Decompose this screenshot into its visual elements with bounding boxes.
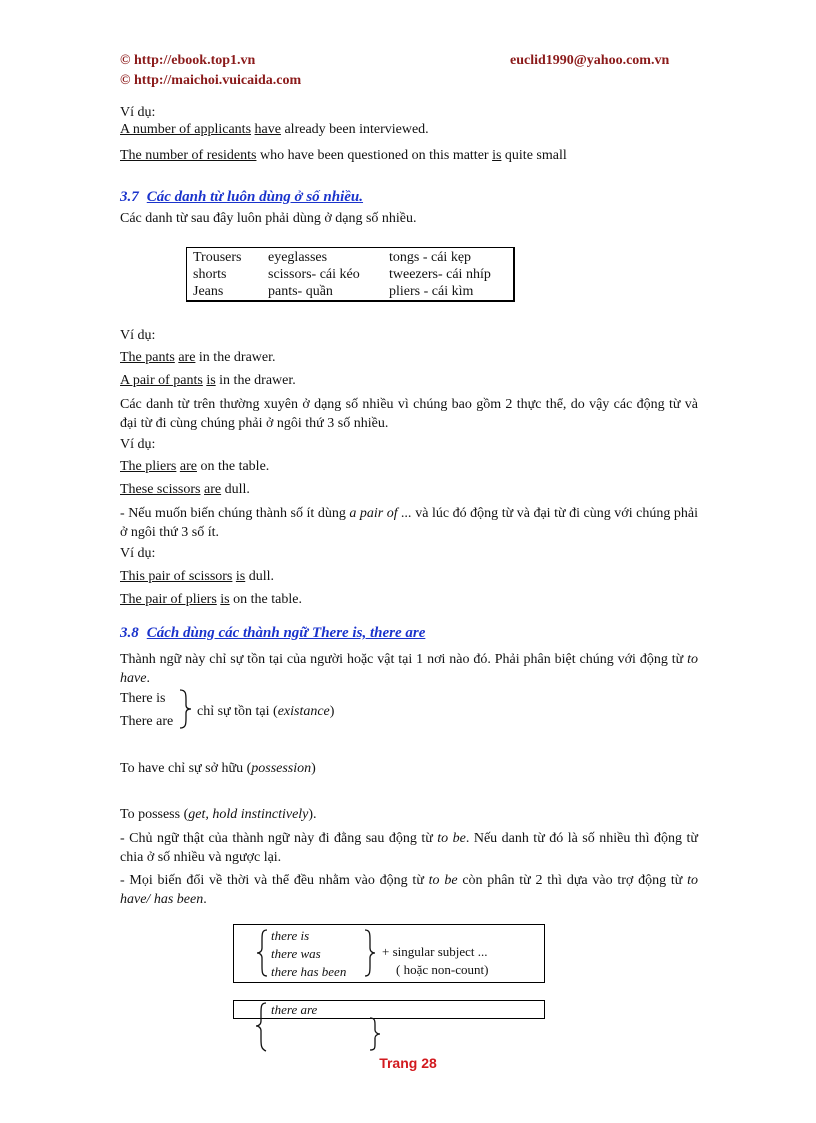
box2-item: there are xyxy=(271,1002,318,1017)
page-number: Trang 28 xyxy=(379,1055,437,1071)
table-cell: scissors- cái kéo xyxy=(268,267,360,282)
paragraph: Thành ngữ này chỉ sự tồn tại của người hoặc vật tại 1 nơi nào đó. Phải phân biệt chúng với động từ to have. xyxy=(120,652,698,686)
to-possess-text: To possess (get, hold instinctively). xyxy=(120,807,317,822)
section-lead: Các danh từ sau đây luôn phải dùng ở dạng số nhiều. xyxy=(120,211,417,226)
paragraph: Các danh từ trên thường xuyên ở dạng số nhiều vì chúng bao gồm 2 thực thể, do vậy các động từ và đại từ đi cùng chúng phải ở ngôi thứ 3 số nhiều. xyxy=(120,397,698,431)
left-brace-icon xyxy=(256,928,270,978)
there-are-label: There are xyxy=(120,714,174,729)
plural-subject-box xyxy=(233,1000,545,1019)
example-sentence: This pair of scissors is dull. xyxy=(120,569,275,584)
singular-subject-text: + singular subject ... xyxy=(382,944,488,959)
example-sentence: The number of residents who have been questioned on this matter is quite small xyxy=(120,148,567,163)
right-brace-icon xyxy=(176,688,196,730)
example-sentence: A pair of pants is in the drawer. xyxy=(120,373,296,388)
section-heading-3-7: 3.7 Các danh từ luôn dùng ở số nhiều. xyxy=(120,189,364,205)
example-label: Ví dụ: xyxy=(120,105,156,120)
plural-nouns-table xyxy=(186,247,515,302)
section-heading-3-8: 3.8 Cách dùng các thành ngữ There is, there are xyxy=(120,625,426,641)
existence-text: chỉ sự tồn tại (existance) xyxy=(197,704,335,719)
example-label: Ví dụ: xyxy=(120,328,156,343)
table-cell: eyeglasses xyxy=(268,250,328,265)
header-link-ebook[interactable]: © http://ebook.top1.vn xyxy=(120,53,256,68)
non-count-note: ( hoặc non-count) xyxy=(396,962,489,977)
table-cell: Trousers xyxy=(193,250,242,265)
example-sentence: The pants are in the drawer. xyxy=(120,350,276,365)
example-label: Ví dụ: xyxy=(120,437,156,452)
table-cell: tongs - cái kẹp xyxy=(389,250,472,265)
paragraph: - Chủ ngữ thật của thành ngữ này đi đằng sau động từ to be. Nếu danh từ đó là số nhiều thì động từ chia ở số nhiều và ngược lại. xyxy=(120,831,698,865)
example-sentence: The pair of pliers is on the table. xyxy=(120,592,302,607)
paragraph: - Nếu muốn biến chúng thành số ít dùng a pair of ... và lúc đó động từ và đại từ đi cùng với chúng phải ở ngôi thứ 3 số ít. xyxy=(120,506,698,540)
box1-item: there has been xyxy=(271,964,347,979)
example-sentence: The pliers are on the table. xyxy=(120,459,270,474)
box1-item: there is xyxy=(271,928,310,943)
right-brace-icon xyxy=(362,928,376,978)
there-is-label: There is xyxy=(120,691,166,706)
table-row xyxy=(193,249,491,266)
table-cell: Jeans xyxy=(193,284,224,299)
table-cell: shorts xyxy=(193,267,227,282)
header-link-maichoi[interactable]: © http://maichoi.vuicaida.com xyxy=(120,73,302,88)
left-brace-icon xyxy=(255,1001,269,1053)
header-email[interactable]: euclid1990@yahoo.com.vn xyxy=(510,53,670,68)
box1-item: there was xyxy=(271,946,321,961)
to-have-text: To have chỉ sự sở hữu (possession) xyxy=(120,761,316,776)
singular-subject-box xyxy=(233,924,545,983)
paragraph: - Mọi biến đổi về thời và thể đều nhằm vào động từ to be còn phân từ 2 thì dựa vào trợ động từ to have/ has been. xyxy=(120,873,698,907)
table-cell: pliers - cái kìm xyxy=(389,284,474,299)
table-cell: pants- quần xyxy=(268,284,333,299)
example-sentence: These scissors are dull. xyxy=(120,482,250,497)
table-row xyxy=(193,283,491,300)
table-row xyxy=(193,266,491,283)
right-brace-icon xyxy=(367,1016,381,1052)
table-cell: tweezers- cái nhíp xyxy=(389,267,491,282)
example-sentence: A number of applicants have already been interviewed. xyxy=(120,122,429,137)
example-label: Ví dụ: xyxy=(120,546,156,561)
